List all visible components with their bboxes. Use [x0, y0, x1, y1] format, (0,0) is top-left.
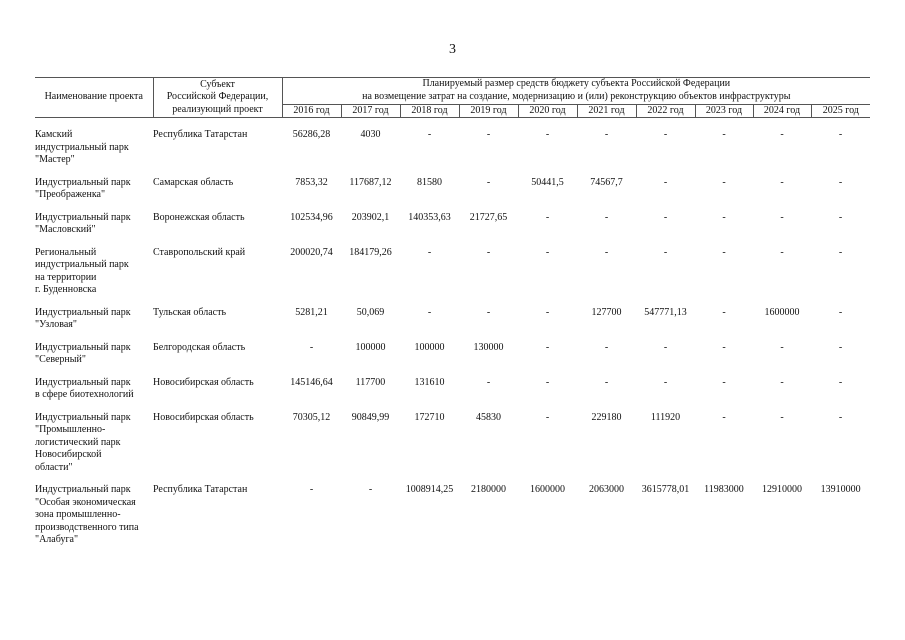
year-value: 3615778,01 — [641, 484, 690, 495]
project-name-line: "Масловский" — [35, 224, 96, 235]
year-value: 70305,12 — [292, 411, 331, 423]
year-value: - — [486, 306, 491, 318]
project-name — [35, 307, 153, 342]
table-row — [35, 212, 870, 247]
table-row — [35, 247, 870, 307]
year-value: 5281,21 — [295, 306, 328, 318]
project-name-line: "Алабуга" — [35, 534, 79, 545]
year-value: - — [604, 211, 609, 223]
year-value: 81580 — [417, 176, 442, 188]
year-value: - — [604, 129, 609, 140]
year-value: - — [722, 306, 726, 318]
year-value: 1600000 — [530, 484, 565, 495]
project-name-line: производственного типа — [35, 521, 139, 533]
header-subject-line: реализующий проект — [153, 104, 282, 118]
subject-name: Новосибирская область — [153, 376, 254, 388]
project-name-line: зона промышленно- — [35, 509, 121, 520]
header-year: 2020 год — [518, 104, 577, 118]
project-name-line: Индустриальный парк — [35, 306, 131, 318]
project-name-line: "Северный" — [35, 354, 86, 365]
year-value: - — [545, 129, 550, 140]
table-row — [35, 342, 870, 377]
header-year: 2024 год — [753, 104, 811, 118]
project-name-line: Индустриальный парк — [35, 211, 131, 223]
header-subject-line: Субъект — [200, 78, 235, 90]
table-row — [35, 307, 870, 342]
project-name — [35, 412, 153, 485]
project-name-line: Новосибирской — [35, 449, 102, 460]
header-year: 2018 год — [400, 104, 459, 118]
year-value: 547771,13 — [644, 306, 687, 318]
project-name-line: Индустриальный парк — [35, 484, 131, 495]
year-value: - — [663, 246, 668, 258]
project-name-line: Региональный — [35, 246, 97, 258]
year-value: 172710 — [414, 411, 445, 423]
project-name-line: области" — [35, 461, 73, 473]
year-value: 130000 — [473, 341, 504, 353]
header-plan-line: Планируемый размер средств бюджету субъекта Российской Федерации — [422, 78, 731, 90]
header-year: 2017 год — [341, 104, 400, 118]
year-value: - — [545, 246, 550, 258]
project-name — [35, 484, 153, 557]
year-value: 12910000 — [762, 484, 802, 495]
year-value: 45830 — [476, 411, 501, 423]
year-value: - — [663, 176, 668, 188]
year-value: - — [309, 484, 314, 495]
year-value: 102534,96 — [290, 211, 333, 223]
year-value: - — [486, 376, 491, 388]
project-name-line: Индустриальный парк — [35, 411, 131, 423]
year-value: 117687,12 — [349, 176, 392, 188]
year-value: - — [838, 246, 843, 258]
project-name-line: "Мастер" — [35, 154, 75, 165]
project-name-line: индустриальный парк — [35, 259, 129, 270]
year-value: - — [780, 176, 784, 188]
project-name — [35, 247, 153, 307]
year-value: - — [545, 211, 550, 223]
project-name-line: в сфере биотехнологий — [35, 389, 134, 400]
project-name-line: Индустриальный парк — [35, 376, 131, 388]
project-name-line: индустриальный парк — [35, 141, 129, 153]
subject-name: Белгородская область — [153, 341, 246, 353]
year-value: 50,069 — [356, 306, 385, 318]
table-row — [35, 129, 870, 177]
year-value: 145146,64 — [290, 376, 333, 388]
subject-name: Ставропольский край — [153, 246, 246, 258]
year-value: - — [780, 411, 784, 423]
project-name-line: на территории — [35, 271, 97, 283]
year-value: 13910000 — [820, 484, 861, 495]
year-value: 7853,32 — [295, 176, 328, 188]
year-value: - — [604, 376, 609, 388]
project-name — [35, 377, 153, 412]
year-value: 111920 — [650, 411, 681, 423]
header-project-name: Наименование проекта — [35, 78, 153, 118]
project-name-line: Камский — [35, 129, 73, 140]
year-value: 200020,74 — [290, 246, 333, 258]
header-subject-line: Российской Федерации, — [166, 91, 269, 102]
subject-name: Самарская область — [153, 176, 234, 188]
year-value: - — [545, 341, 550, 353]
year-value: - — [486, 129, 491, 140]
year-value: - — [722, 376, 726, 388]
year-value: - — [663, 211, 668, 223]
year-value: - — [427, 129, 432, 140]
year-value: - — [780, 376, 784, 388]
project-name-line: Индустриальный парк — [35, 341, 131, 353]
year-value: 229180 — [591, 411, 622, 423]
subject-name: Республика Татарстан — [153, 129, 248, 140]
year-value: - — [663, 129, 668, 140]
year-value: 90849,99 — [351, 411, 390, 423]
table-row — [35, 484, 870, 557]
year-value: 74567,7 — [590, 176, 623, 188]
year-value: - — [838, 376, 843, 388]
year-value: 127700 — [591, 306, 622, 318]
project-name-line: "Узловая" — [35, 319, 77, 330]
year-value: - — [663, 376, 668, 388]
header-plan-line: на возмещение затрат на создание, модернизацию и (или) реконструкцию объектов инфраструктуры — [362, 90, 791, 102]
header-year: 2019 год — [459, 104, 518, 118]
subject-name: Воронежская область — [153, 211, 245, 223]
funding-table — [35, 77, 870, 557]
year-value: 2063000 — [589, 484, 624, 495]
year-value: - — [780, 211, 784, 223]
year-value: 2180000 — [471, 484, 506, 495]
project-name-line: "Особая экономическая — [35, 496, 136, 508]
year-value: 1008914,25 — [405, 484, 454, 495]
year-value: - — [545, 376, 550, 388]
project-name-line: г. Буденновска — [35, 284, 97, 295]
year-value: - — [663, 341, 668, 353]
header-year: 2022 год — [636, 104, 695, 118]
header-year: 2021 год — [577, 104, 636, 118]
year-value: - — [722, 211, 726, 223]
project-name-line: "Преображенка" — [35, 189, 106, 200]
year-value: 56286,28 — [292, 129, 331, 140]
subject-name: Республика Татарстан — [153, 484, 248, 495]
page-number: 3 — [449, 42, 456, 57]
year-value: 100000 — [355, 341, 386, 353]
year-value: 1600000 — [764, 306, 800, 318]
year-value: 100000 — [414, 341, 445, 353]
project-name — [35, 177, 153, 212]
year-value: - — [604, 246, 609, 258]
table-row — [35, 377, 870, 412]
year-value: - — [427, 306, 432, 318]
table-body — [35, 118, 870, 557]
year-value: - — [486, 176, 491, 188]
year-value: - — [368, 484, 373, 495]
year-value: 131610 — [414, 376, 445, 388]
year-value: 184179,26 — [349, 246, 392, 258]
project-name-line: логистический парк — [35, 436, 121, 448]
year-value: - — [722, 411, 726, 423]
year-value: 140353,63 — [408, 211, 451, 223]
project-name — [35, 129, 153, 177]
year-value: 117700 — [355, 376, 386, 388]
subject-name: Тульская область — [153, 306, 227, 318]
table-row — [35, 177, 870, 212]
year-value: - — [427, 246, 432, 258]
year-value: - — [838, 341, 843, 353]
year-value: - — [780, 341, 784, 353]
year-value: - — [838, 411, 843, 423]
header-year: 2025 год — [811, 104, 870, 118]
year-value: - — [545, 306, 550, 318]
year-value: - — [722, 129, 726, 140]
year-value: 4030 — [360, 129, 381, 140]
subject-name: Новосибирская область — [153, 411, 254, 423]
year-value: - — [838, 129, 843, 140]
project-name-line: Индустриальный парк — [35, 176, 131, 188]
year-value: - — [838, 176, 843, 188]
header-plan — [282, 78, 870, 105]
project-name — [35, 212, 153, 247]
year-value: - — [838, 211, 843, 223]
table-row — [35, 412, 870, 485]
year-value: - — [838, 306, 843, 318]
year-value: - — [604, 341, 609, 353]
year-value: - — [309, 341, 314, 353]
year-value: - — [722, 176, 726, 188]
year-value: - — [722, 341, 726, 353]
year-value: 11983000 — [704, 484, 744, 495]
year-value: 21727,65 — [469, 211, 508, 223]
year-value: 50441,5 — [531, 176, 564, 188]
year-value: - — [486, 246, 491, 258]
header-year: 2016 год — [282, 104, 341, 118]
year-value: - — [780, 129, 784, 140]
year-value: 203902,1 — [351, 211, 390, 223]
year-value: - — [545, 411, 550, 423]
year-value: - — [722, 246, 726, 258]
project-name-line: "Промышленно- — [35, 424, 106, 435]
header-subject — [153, 78, 282, 105]
project-name — [35, 342, 153, 377]
year-value: - — [780, 246, 784, 258]
header-year: 2023 год — [695, 104, 753, 118]
